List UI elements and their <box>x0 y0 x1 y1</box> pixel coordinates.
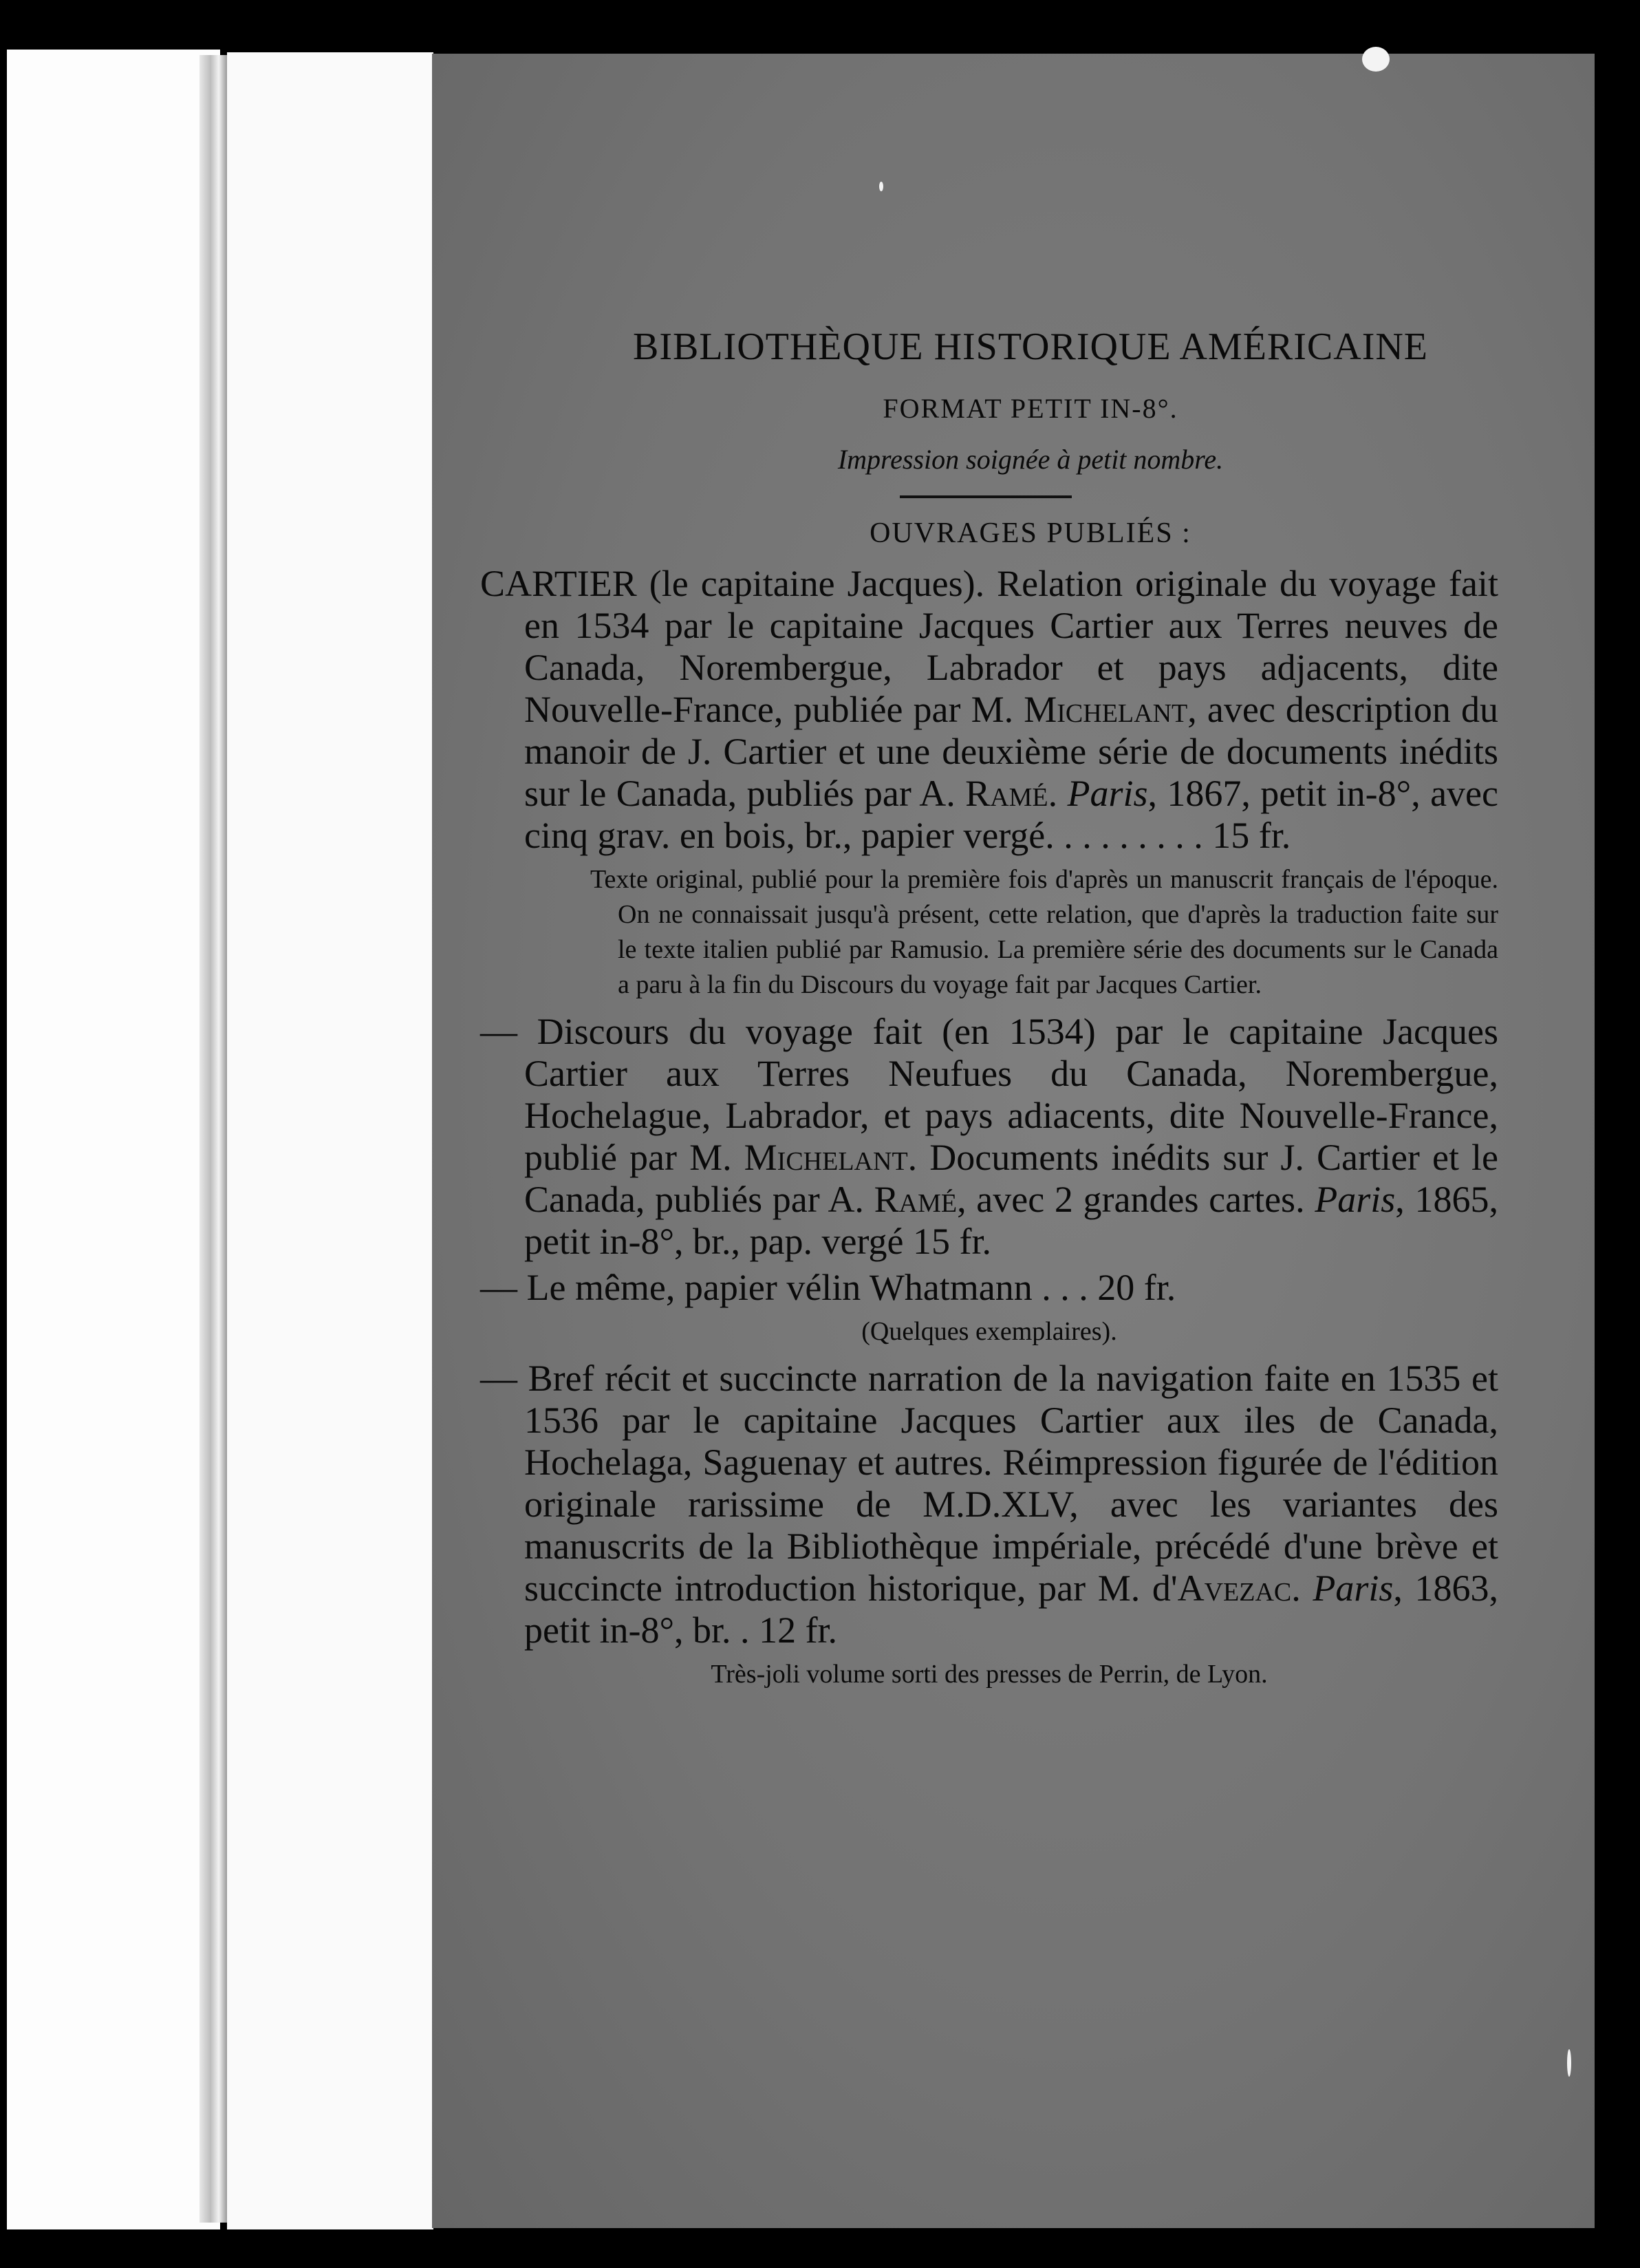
divider-rule <box>900 495 1072 498</box>
paper-speck <box>1567 2049 1571 2077</box>
entry-note: Texte original, publié pour la première fois d'après un manuscrit français de l'époque. On ne connaissait jusqu'à présent, cette relation, que d'après la traduction faite sur le texte italien publié par Ramusio. La première série des documents sur le Canada a paru à la fin du Discours du voyage fait par Jacques Cartier. <box>590 865 1498 999</box>
entry-price: 20 fr. <box>1097 1267 1176 1308</box>
flyleaf <box>227 52 433 2229</box>
catalogue-entry <box>480 1011 1498 1263</box>
entry-price: 15 fr. <box>1212 815 1291 856</box>
entry-city: Paris <box>1315 1179 1396 1220</box>
paper-speck <box>1362 47 1390 72</box>
entry-text: , 1863, petit in-8°, br. . <box>524 1568 1499 1651</box>
book-spine <box>7 50 220 2229</box>
entry-text: — Bref récit et succincte narration de la navigation faite en 1535 et 1536 par le capitaine Jacques Cartier aux iles de Canada, Hochelaga, Saguenay et autres. Réimpression figurée de l'édition originale rarissime de M.D.XLV, avec les variantes des manuscrits de la Bibliothèque impériale, précédé d'une brève et succincte introduction historique, par M. d' <box>480 1358 1498 1609</box>
entry-price: 15 fr. <box>912 1221 991 1262</box>
section-title: OUVRAGES PUBLIÉS : <box>870 517 1191 549</box>
impression-line: Impression soignée à petit nombre. <box>837 444 1224 475</box>
spine-edge <box>199 55 227 2223</box>
entry-author: Avezac <box>1177 1568 1292 1609</box>
entry-author: Ramé <box>874 1179 958 1220</box>
entry-text: — Le même, papier vélin Whatmann . . . <box>480 1267 1088 1308</box>
entry-city: Paris <box>1067 773 1148 814</box>
catalogue-page <box>432 54 1595 2228</box>
entry-text: . <box>1291 1568 1313 1609</box>
entry-author: Michelant <box>744 1137 908 1178</box>
catalogue-entry <box>480 563 1498 857</box>
entry-price: 12 fr. <box>759 1609 838 1651</box>
entry-note: (Quelques exemplaires). <box>861 1317 1117 1346</box>
entry-text: , avec description du manoir de J. Cartier et une deuxième série de documents inédits sur le Canada, publiés par A. <box>524 689 1498 814</box>
catalogue-entries <box>480 563 1498 1700</box>
entry-text: , avec 2 grandes cartes. <box>957 1179 1315 1220</box>
entry-text: , 1865, petit in-8°, br., pap. vergé <box>524 1179 1498 1262</box>
entry-author: Michelant <box>1024 689 1188 730</box>
paper-speck <box>879 182 883 191</box>
format-line: FORMAT PETIT IN-8°. <box>883 393 1178 424</box>
entry-author: Ramé <box>965 773 1048 814</box>
entry-text: CARTIER (le capitaine Jacques). Relation originale du voyage fait en 1534 par le capitaine Jacques Cartier aux Terres neuves de Canada, Norembergue, Labrador et pays adjacents, dite Nouvelle-France, publiée par M. <box>480 563 1498 730</box>
entry-text: — Discours du voyage fait (en 1534) par le capitaine Jacques Cartier aux Terres Neufues du Canada, Norembergue, Hochelague, Labrador, et pays adiacents, dite Nouvelle-France, publié par M. <box>480 1011 1498 1178</box>
entry-text: , 1867, petit in-8°, avec cinq grav. en bois, br., papier vergé. . . . . . . . . <box>524 773 1498 856</box>
catalogue-entry <box>480 1267 1498 1309</box>
entry-city: Paris <box>1313 1568 1394 1609</box>
entry-text: . <box>1048 773 1068 814</box>
entry-note: Très-joli volume sorti des presses de Perrin, de Lyon. <box>711 1660 1268 1689</box>
catalogue-entry <box>480 1358 1498 1651</box>
entry-text: . Documents inédits sur J. Cartier et le Canada, publiés par A. <box>524 1137 1498 1220</box>
series-title: BIBLIOTHÈQUE HISTORIQUE AMÉRICAINE <box>633 325 1428 368</box>
